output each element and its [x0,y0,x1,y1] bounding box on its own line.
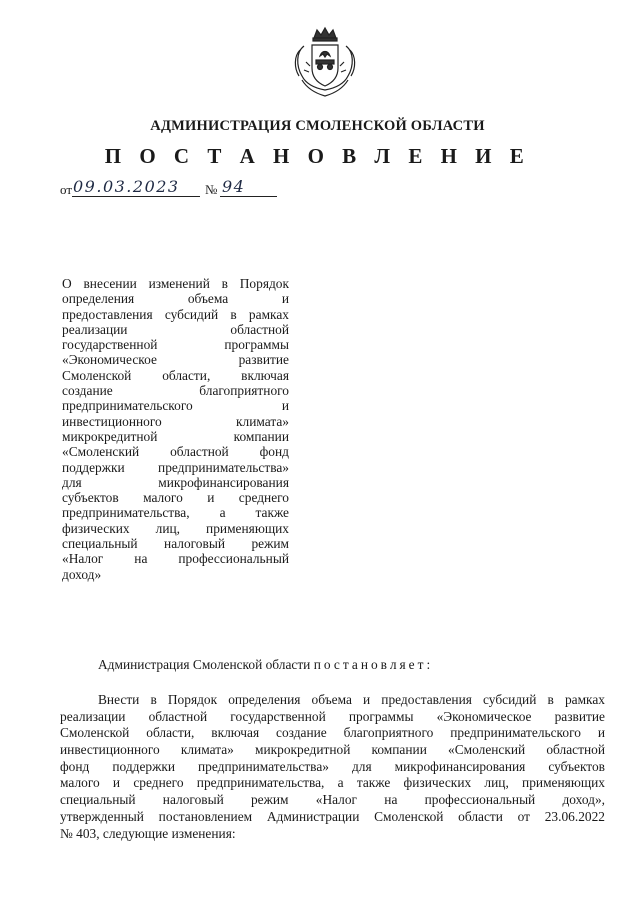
subject-line: микрокредитной компании [62,428,289,444]
subject-line: создание благоприятного [62,383,289,399]
subject-line: «Налог на профессиональный [62,551,289,567]
subject-line: физических лиц, применяющих [62,520,289,536]
date-prefix: от [60,182,73,197]
document-date: 09.03.2023 [73,177,180,196]
date-number-line [60,178,300,200]
body-line: Внести в Порядок определения объема и предоставления субсидий в рамках [98,692,605,707]
document-type-title: П О С Т А Н О В Л Е Н И Е [104,144,531,168]
subject-line: предпринимательского и [62,398,289,414]
subject-line: инвестиционного климата» [62,413,289,429]
body-line: № 403, следующие изменения: [60,825,236,841]
subject-line: государственной программы [62,337,289,353]
subject-line: Смоленской области, включая [62,367,289,383]
body-line: малого и среднего предпринимательства, а также физических лиц, применяющих [60,775,605,791]
body-line: специальный налоговый режим «Налог на профессиональный доход», [60,792,605,808]
body-line: утвержденный постановлением Администрации Смоленской области от 23.06.2022 [60,808,605,824]
subject-line: О внесении изменений в Порядок [62,276,289,291]
subject-line: реализации областной [62,321,289,337]
subject-line: поддержки предпринимательства» [62,459,289,475]
document-subject [62,276,289,582]
subject-line: доход» [62,566,102,582]
number-prefix: № [205,182,218,197]
subject-line: предпринимательства, а также [62,505,289,521]
decree-statement [98,657,433,673]
decree-verb: постановляет: [313,657,434,672]
subject-line: субъектов малого и среднего [62,490,289,506]
body-line: фонд поддержки предпринимательства» для микрофинансирования субъектов [60,758,605,774]
decree-lead: Администрация Смоленской области [98,657,311,672]
coat-of-arms-emblem [290,26,360,98]
number-underline [220,196,277,197]
subject-line: «Экономическое развитие [62,352,289,368]
subject-line: определения объема и [62,291,289,307]
body-line: Смоленской области, включая создание благоприятного предпринимательского и [60,725,605,741]
subject-line: специальный налоговый режим [62,536,289,552]
date-underline [72,196,200,197]
subject-line: предоставления субсидий в рамках [62,306,289,322]
body-line: реализации областной государственной программы «Экономическое развитие [60,708,605,724]
body-paragraph [60,692,605,842]
organization-title: АДМИНИСТРАЦИЯ СМОЛЕНСКОЙ ОБЛАСТИ [150,118,485,134]
subject-line: «Смоленский областной фонд [62,444,289,460]
body-line: инвестиционного климата» микрокредитной компании «Смоленский областной [60,742,605,758]
document-number: 94 [222,177,246,196]
subject-line: для микрофинансирования [62,474,289,490]
